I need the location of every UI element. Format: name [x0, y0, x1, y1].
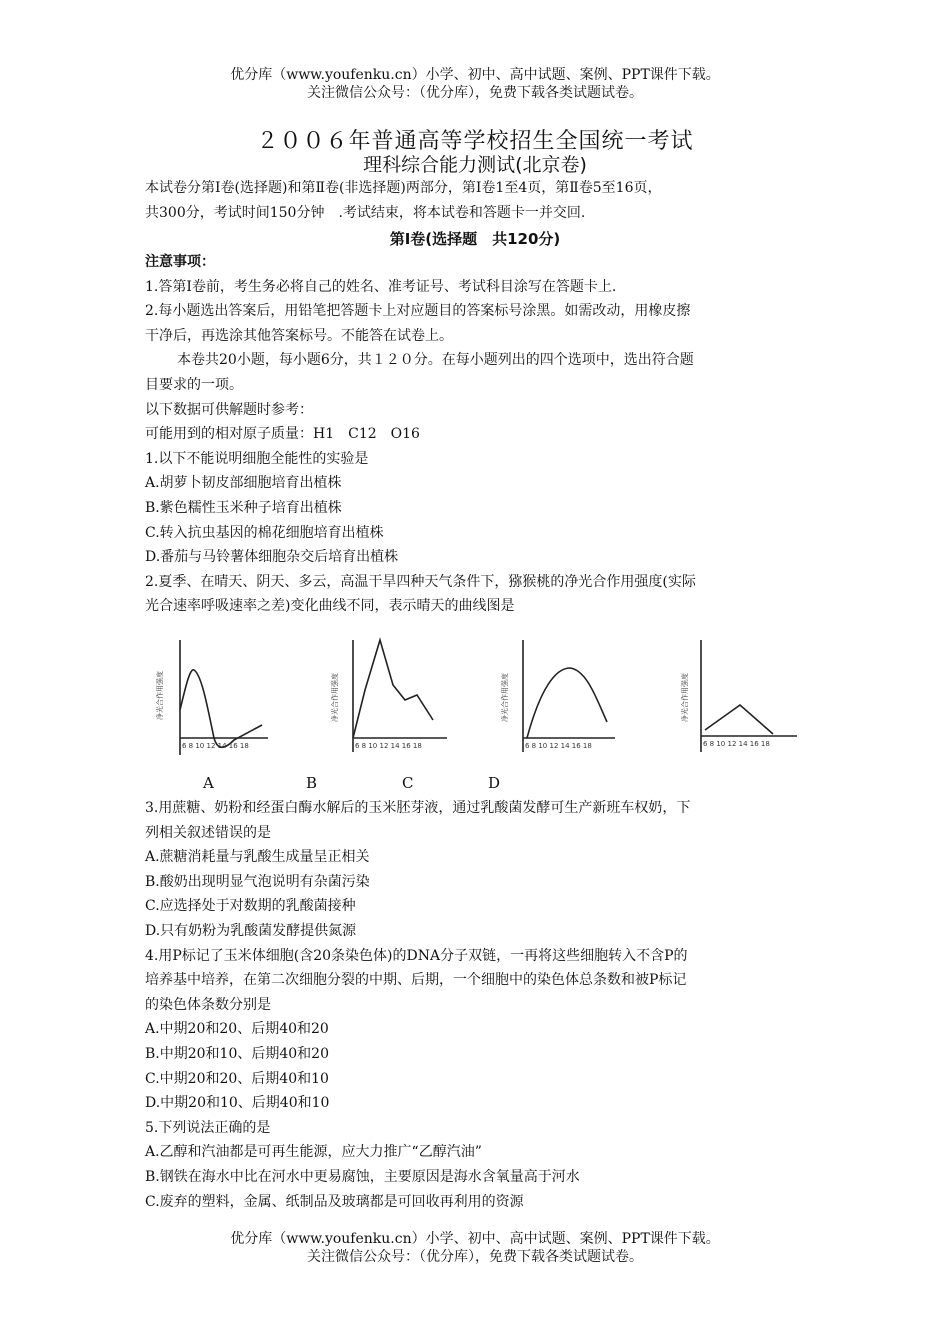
- svg-text:6 8 10 12 14 16 18: 6 8 10 12 14 16 18: [525, 742, 592, 750]
- q5-option-c: C.废弃的塑料，金属、纸制品及玻璃都是可回收再利用的资源: [145, 1193, 524, 1210]
- q5-option-a: A.乙醇和汽油都是可再生能源，应大力推广“乙醇汽油”: [145, 1144, 482, 1161]
- svg-text:6 8 10 12 14 16 18: 6 8 10 12 14 16 18: [703, 740, 770, 748]
- atomic-mass-line: 可能用到的相对原子质量：H1 C12 O16: [145, 426, 420, 443]
- header-line-1: 优分库（www.youfenku.cn）小学、初中、高中试题、案例、PPT课件下载。: [230, 67, 720, 83]
- svg-text:净光合作用强度: 净光合作用强度: [331, 673, 339, 722]
- q4-option-c: C.中期20和20、后期40和10: [145, 1070, 329, 1087]
- q4-stem-2: 培养基中培养，在第二次细胞分裂的中期、后期，一个细胞中的染色体总条数和被P标记: [145, 972, 687, 989]
- note-2a: 2.每小题选出答案后，用铅笔把答题卡上对应题目的答案标号涂黑。如需改动，用橡皮擦: [145, 303, 691, 320]
- figure-label-a: A: [203, 774, 214, 792]
- q1-option-c: C.转入抗虫基因的棉花细胞培育出植株: [145, 524, 384, 541]
- notes-heading: 注意事项：: [145, 254, 215, 270]
- footer-line-2: 关注微信公众号：（优分库），免费下载各类试题试卷。: [307, 1249, 643, 1265]
- q3-option-a: A.蔗糖消耗量与乳酸生成量呈正相关: [145, 849, 370, 866]
- note-1: 1.答第Ⅰ卷前，考生务必将自己的姓名、准考证号、考试科目涂写在答题卡上.: [145, 278, 617, 295]
- q3-option-c: C.应选择处于对数期的乳酸菌接种: [145, 898, 356, 915]
- scoring-line-2: 目要求的一项。: [145, 376, 243, 393]
- intro-paragraph: [145, 176, 810, 225]
- note-2b: 干净后，再选涂其他答案标号。不能答在试卷上。: [145, 327, 453, 344]
- q1-stem: 1.以下不能说明细胞全能性的实验是: [145, 450, 369, 467]
- q1-option-a: A.胡萝卜韧皮部细胞培育出植株: [145, 475, 342, 492]
- curve-figure-c: [495, 630, 630, 760]
- figure-label-d: D: [488, 774, 501, 792]
- figure-label-c: C: [402, 774, 414, 792]
- header-line-2: 关注微信公众号：（优分库），免费下载各类试题试卷。: [307, 85, 643, 101]
- reference-line: 以下数据可供解题时参考：: [145, 401, 313, 418]
- curve-figure-a: [150, 630, 285, 760]
- svg-text:净光合作用强度: 净光合作用强度: [681, 673, 689, 722]
- q2-stem-2: 光合速率呼吸速率之差)变化曲线不同，表示晴天的曲线图是: [145, 598, 515, 615]
- curve-figure-b: [325, 630, 460, 760]
- intro-line-2: 共300分，考试时间150分钟 .考试结束，将本试卷和答题卡一并交回.: [145, 204, 586, 221]
- q5-option-b: B.钢铁在海水中比在河水中更易腐蚀，主要原因是海水含氧量高于河水: [145, 1168, 580, 1185]
- q4-option-d: D.中期20和10、后期40和10: [145, 1095, 330, 1112]
- page-footer: [0, 1230, 950, 1266]
- intro-line-1: 本试卷分第Ⅰ卷(选择题)和第Ⅱ卷(非选择题)两部分，第Ⅰ卷1至4页，第Ⅱ卷5至16页，: [145, 180, 662, 196]
- svg-text:净光合作用强度: 净光合作用强度: [501, 673, 509, 722]
- question-block-2: [145, 796, 810, 1214]
- q2-stem-1: 2.夏季、在晴天、阴天、多云，高温干旱四种天气条件下，猕猴桃的净光合作用强度(实际: [145, 573, 696, 590]
- curve-figure-d: [675, 630, 810, 760]
- q3-stem-2: 列相关叙述错误的是: [145, 824, 271, 841]
- q5-stem: 5.下列说法正确的是: [145, 1119, 271, 1136]
- exam-subtitle: 理科综合能力测试(北京卷): [363, 154, 587, 176]
- svg-text:6 8 10 12 14 16 18: 6 8 10 12 14 16 18: [355, 742, 422, 750]
- q2-figures: [150, 630, 810, 760]
- page-header: [0, 66, 950, 102]
- question-block-1: [145, 250, 810, 619]
- q3-option-b: B.酸奶出现明显气泡说明有杂菌污染: [145, 873, 370, 890]
- q4-stem-3: 的染色体条数分别是: [145, 996, 271, 1013]
- figure-label-b: B: [306, 774, 318, 792]
- q4-stem-1: 4.用P标记了玉米体细胞(含20条染色体)的DNA分子双链，一再将这些细胞转入不含P的: [145, 947, 688, 964]
- svg-text:6 8 10 12 14 16 18: 6 8 10 12 14 16 18: [182, 742, 249, 750]
- q1-option-b: B.紫色糯性玉米种子培育出植株: [145, 499, 342, 516]
- q4-option-a: A.中期20和20、后期40和20: [145, 1021, 329, 1038]
- q2-figure-labels: [0, 774, 950, 794]
- svg-text:净光合作用强度: 净光合作用强度: [156, 671, 164, 720]
- scoring-line-1: 本卷共20小题，每小题6分，共１２０分。在每小题列出的四个选项中，选出符合题: [177, 352, 694, 369]
- exam-title: ２００６年普通高等学校招生全国统一考试: [256, 129, 694, 154]
- q1-option-d: D.番茄与马铃薯体细胞杂交后培育出植株: [145, 549, 399, 566]
- q3-stem-1: 3.用蔗糖、奶粉和经蛋白酶水解后的玉米胚芽液，通过乳酸菌发酵可生产新班车权奶，下: [145, 800, 691, 816]
- section-title: 第Ⅰ卷(选择题 共120分): [389, 230, 561, 248]
- q4-option-b: B.中期20和10、后期40和20: [145, 1045, 329, 1062]
- q3-option-d: D.只有奶粉为乳酸菌发酵提供氮源: [145, 922, 357, 939]
- footer-line-1: 优分库（www.youfenku.cn）小学、初中、高中试题、案例、PPT课件下载。: [230, 1231, 720, 1247]
